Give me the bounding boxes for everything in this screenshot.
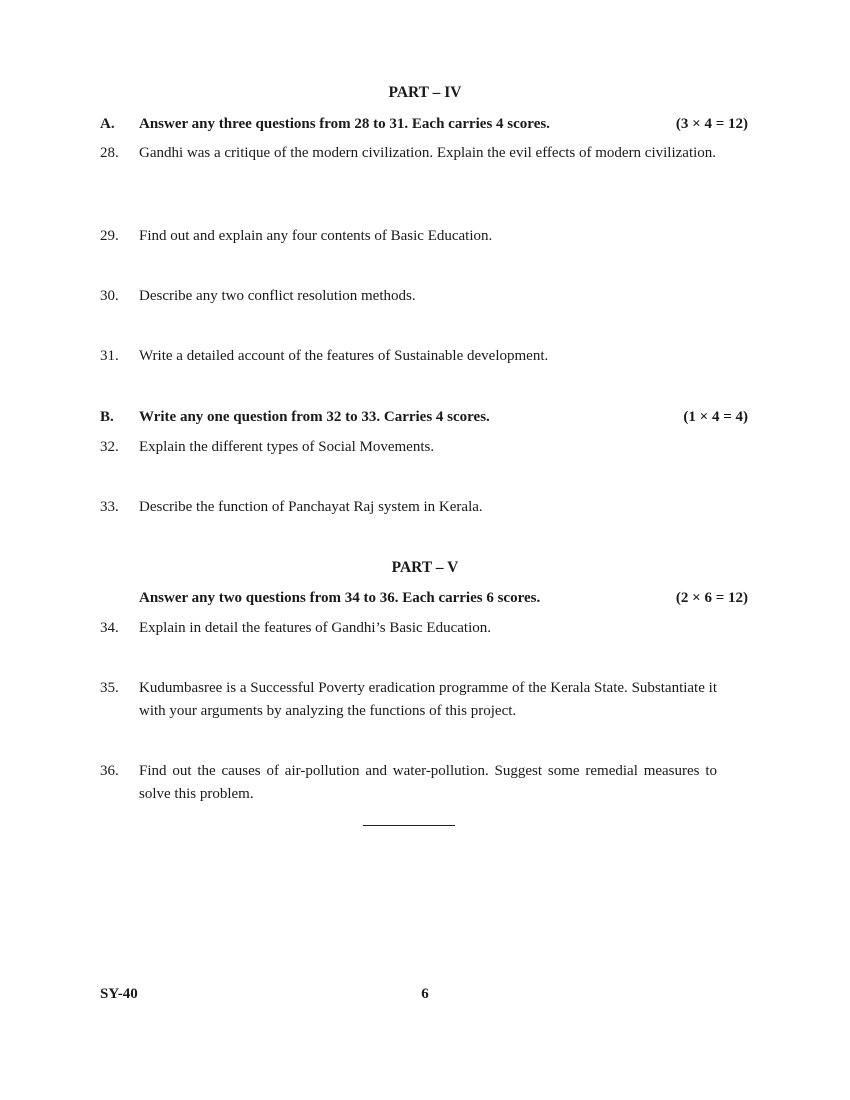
page-number: 6 — [421, 986, 429, 1002]
question-number: 35. — [100, 680, 119, 696]
part-v-marks: (2 × 6 = 12) — [675, 590, 748, 606]
part-v-heading: PART – V — [391, 559, 459, 576]
section-b-marks: (1 × 4 = 4) — [683, 409, 748, 425]
section-a-letter: A. — [100, 116, 115, 132]
question-text: Find out and explain any four contents of Basic Education. — [139, 228, 493, 244]
question-number: 33. — [100, 499, 119, 515]
question-text: Explain in detail the features of Gandhi’s Basic Education. — [139, 620, 491, 636]
end-rule — [363, 825, 455, 826]
question-number: 32. — [100, 439, 119, 455]
section-a-marks: (3 × 4 = 12) — [675, 116, 748, 132]
question-number: 34. — [100, 620, 119, 636]
question-text: Describe the function of Panchayat Raj system in Kerala. — [139, 499, 483, 515]
question-text: Gandhi was a critique of the modern civilization. Explain the evil effects of modern civilization. — [139, 145, 717, 161]
question-text: Explain the different types of Social Movements. — [139, 439, 435, 455]
question-text: Find out the causes of air-pollution and water-pollution. Suggest some remedial measures to solve this problem. — [139, 763, 717, 802]
part-iv-heading: PART – IV — [388, 84, 462, 101]
question-number: 30. — [100, 288, 119, 304]
section-b-letter: B. — [100, 409, 114, 425]
part-v-instruction: Answer any two questions from 34 to 36. Each carries 6 scores. — [139, 590, 541, 606]
question-number: 29. — [100, 228, 119, 244]
question-number: 28. — [100, 145, 119, 161]
question-number: 31. — [100, 348, 119, 364]
paper-code: SY-40 — [100, 986, 138, 1002]
section-a-instruction: Answer any three questions from 28 to 31. Each carries 4 scores. — [139, 116, 550, 132]
question-text: Kudumbasree is a Successful Poverty eradication programme of the Kerala State. Substantiate it with your arguments by analyzing the functions of this project. — [139, 680, 717, 719]
question-number: 36. — [100, 763, 119, 779]
question-text: Describe any two conflict resolution methods. — [139, 288, 416, 304]
question-text: Write a detailed account of the features of Sustainable development. — [139, 348, 549, 364]
section-b-instruction: Write any one question from 32 to 33. Carries 4 scores. — [139, 409, 490, 425]
